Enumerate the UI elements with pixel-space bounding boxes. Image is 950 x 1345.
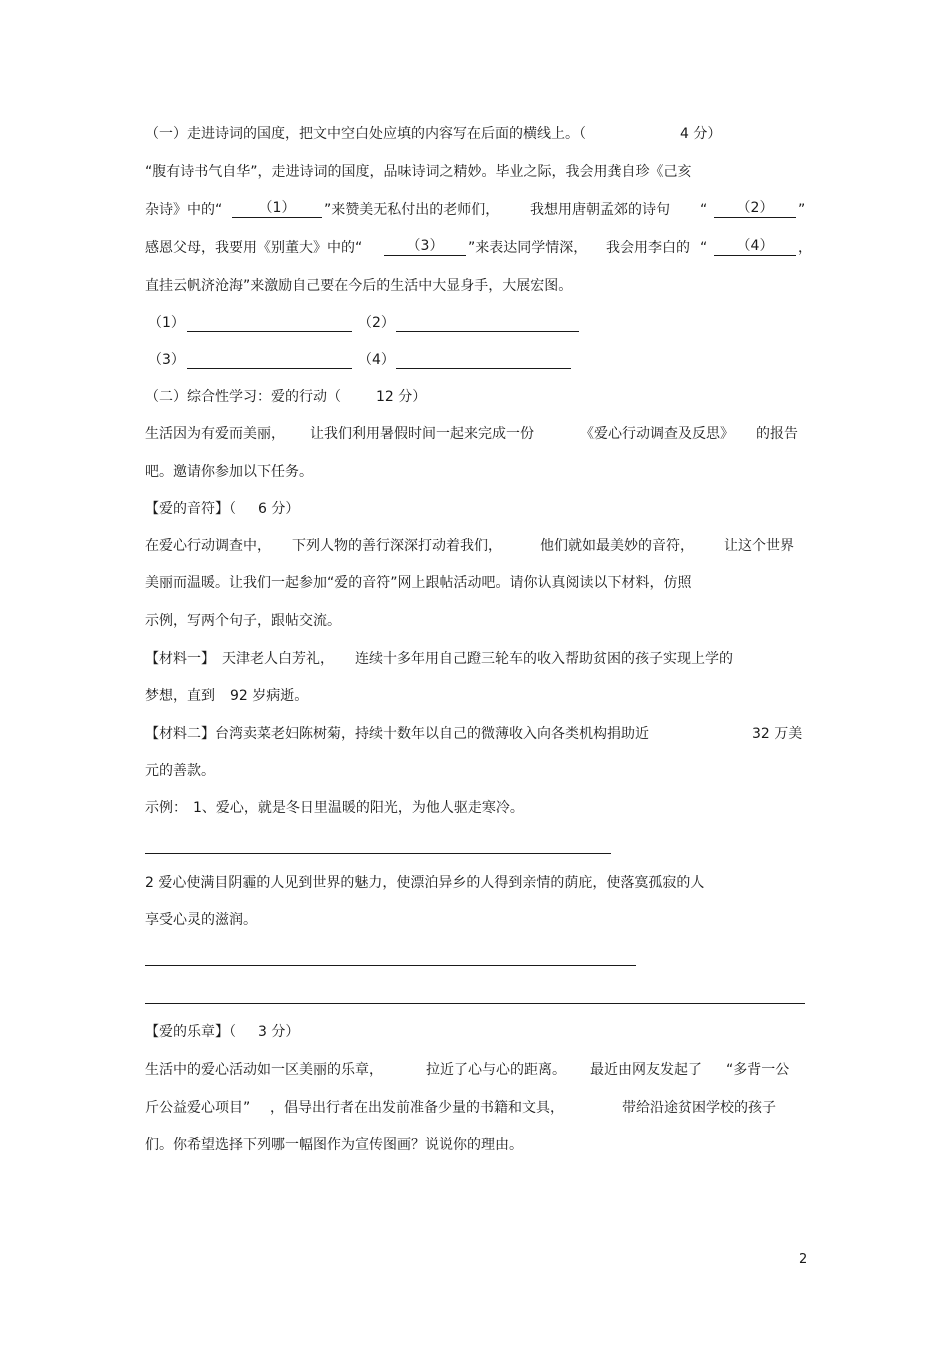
answer-line-example-1[interactable]	[145, 853, 611, 854]
chapter-score: 3 分）	[258, 1024, 300, 1040]
material1-c: 梦想，直到	[145, 688, 215, 704]
blank-3	[384, 236, 466, 256]
chapter-p3: 们。你希望选择下列哪一幅图作为宣传图画？说说你的理由。	[145, 1137, 523, 1153]
answer-line-4[interactable]	[396, 368, 571, 369]
notes-p3: 示例，写两个句子，跟帖交流。	[145, 613, 341, 629]
answer-label-3: （3）	[148, 352, 185, 368]
material1-b: 连续十多年用自己蹬三轮车的收入帮助贫困的孩子实现上学的	[355, 651, 733, 667]
blank-1-label: （1）	[232, 199, 322, 218]
answer-line-1[interactable]	[187, 331, 352, 332]
notes-title: 【爱的音符】（	[145, 501, 236, 517]
material1-d: 92 岁病逝。	[230, 688, 309, 704]
section1-line2-b: ”来赞美无私付出的老师们，	[324, 202, 500, 218]
answer-label-1: （1）	[148, 315, 185, 331]
section1-line2-a: 杂诗》中的“	[145, 202, 223, 218]
example-2-a: 2 爱心使满目阴霾的人见到世界的魅力，使漂泊异乡的人得到亲情的荫庇，使落寞孤寂的人	[145, 875, 705, 891]
section1-intro: “腹有诗书气自华”，走进诗词的国度，品味诗词之精妙。毕业之际，我会用龚自珍《己亥	[145, 164, 692, 180]
blank-2-label: （2）	[714, 199, 796, 218]
blank-2	[714, 198, 796, 218]
answer-line-3[interactable]	[187, 368, 352, 369]
notes-p1-c: 他们就如最美妙的音符，	[540, 538, 694, 554]
example-2-b: 享受心灵的滋润。	[145, 912, 257, 928]
section2-p1-b: 让我们利用暑假时间一起来完成一份	[310, 426, 534, 442]
section1-line4: 直挂云帆济沧海”来激励自己要在今后的生活中大显身手，大展宏图。	[145, 278, 573, 294]
section1-header	[145, 124, 586, 144]
example-label: 示例：	[145, 800, 187, 816]
notes-p1-b: 下列人物的善行深深打动着我们，	[292, 538, 502, 554]
section1-line2-c: 我想用唐朝孟郊的诗句	[530, 202, 670, 218]
chapter-p1-c: 最近由网友发起了	[590, 1062, 702, 1078]
material2-a: 【材料二】台湾卖菜老妇陈树菊，持续十数年以自己的微薄收入向各类机构捐助近	[145, 726, 649, 742]
answer-line-example-3[interactable]	[145, 1003, 805, 1004]
chapter-p2-b: ，倡导出行者在出发前准备少量的书籍和文具，	[270, 1100, 564, 1116]
material2-b: 32 万美	[752, 726, 803, 742]
section1-line3-c: 我会用李白的	[606, 240, 690, 256]
blank-4	[714, 236, 796, 256]
answer-line-example-2[interactable]	[145, 965, 636, 966]
section1-line2-e: ”	[798, 202, 806, 218]
material2-c: 元的善款。	[145, 763, 215, 779]
notes-p1-d: 让这个世界	[724, 538, 794, 554]
chapter-p2-c: 带给沿途贫困学校的孩子	[622, 1100, 776, 1116]
section2-p1-c: 《爱心行动调查及反思》	[580, 426, 734, 442]
section2-score: 12 分）	[376, 389, 427, 405]
section2-p1-d: 的报告	[756, 426, 798, 442]
notes-score: 6 分）	[258, 501, 300, 517]
answer-line-2[interactable]	[396, 331, 579, 332]
section1-line3-e: ，	[798, 240, 812, 256]
notes-p1-a: 在爱心行动调查中，	[145, 538, 271, 554]
section1-line3-d: “	[700, 240, 708, 256]
page-number: 2	[799, 1252, 808, 1267]
section2-p1-e: 吧。邀请你参加以下任务。	[145, 464, 313, 480]
chapter-title: 【爱的乐章】（	[145, 1024, 236, 1040]
chapter-p1-d: “多背一公	[726, 1062, 790, 1078]
answer-label-2: （2）	[358, 315, 395, 331]
material1-label: 【材料一】	[145, 651, 215, 667]
section1-line2-d: “	[700, 202, 708, 218]
blank-1	[232, 198, 322, 218]
answer-label-4: （4）	[358, 352, 395, 368]
blank-4-label: （4）	[714, 237, 796, 256]
chapter-p1-a: 生活中的爱心活动如一区美丽的乐章，	[145, 1062, 383, 1078]
chapter-p1-b: 拉近了心与心的距离。	[426, 1062, 566, 1078]
section1-header-text: （一）走进诗词的国度，把文中空白处应填的内容写在后面的横线上。（	[145, 126, 586, 142]
section1-line3-b: ”来表达同学情深，	[468, 240, 588, 256]
section2-p1-a: 生活因为有爱而美丽，	[145, 426, 285, 442]
section2-header: （二）综合性学习：爱的行动（	[145, 389, 341, 405]
section1-line3-a: 感恩父母，我要用《别董大》中的“	[145, 240, 363, 256]
notes-p2: 美丽而温暖。让我们一起参加“爱的音符”网上跟帖活动吧。请你认真阅读以下材料，仿照	[145, 575, 692, 591]
material1-a: 天津老人白芳礼，	[222, 651, 334, 667]
section1-score: 4 分）	[680, 126, 722, 142]
example-1: 1、爱心，就是冬日里温暖的阳光，为他人驱走寒冷。	[193, 800, 524, 816]
blank-3-label: （3）	[384, 237, 466, 256]
chapter-p2-a: 斤公益爱心项目”	[145, 1100, 251, 1116]
